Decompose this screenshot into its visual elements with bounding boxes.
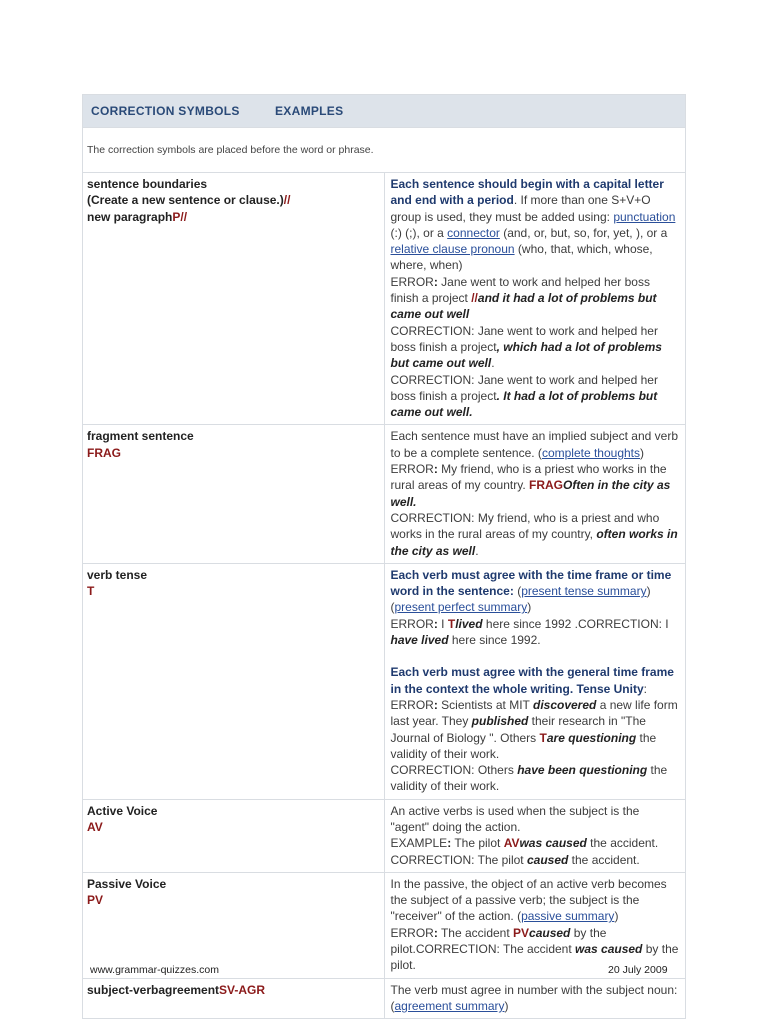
table-row [83,563,686,799]
footer-date: 20 July 2009 [608,964,668,976]
example-cell [384,872,686,978]
correction-highlight: caused [526,852,569,867]
symbol-mark: P// [172,209,188,224]
colon: : [433,462,438,477]
connector-link[interactable]: connector [447,225,500,240]
table-row [83,872,686,978]
error-label: ERROR [390,697,434,712]
colon: : [433,925,438,940]
correction-highlight: . It had a lot of problems but came out well. [390,388,658,420]
rule-text: : [643,681,647,696]
correction-highlight: was caused [575,942,643,957]
correction-end: the validity of their work. [390,763,668,794]
example-cell [384,173,686,425]
correction-highlight: have lived [390,633,449,648]
example-cell [384,425,686,563]
error-text: here since 1992 .CORRECTION: I [482,616,669,631]
symbol-mark: // [471,291,478,306]
correction-highlight: have been questioning [517,763,648,778]
error-text: the validity of their work. [390,730,657,761]
rule-lead: Each sentence should begin with a capital letter and end with a period [390,177,664,208]
symbol-title: Passive Voice [87,876,167,891]
symbol-cell [83,425,385,563]
punctuation-link[interactable]: punctuation [613,209,676,224]
symbol-mark: T [539,730,547,745]
symbol-mark: FRAG [87,445,121,460]
intro-row [83,128,686,173]
error-highlight: caused [529,925,571,940]
error-text: Jane went to work and helped her boss finish a project [390,274,650,306]
symbol-mark: T [87,584,95,599]
rule-text: ) [640,445,644,460]
error-highlight: and it had a lot of problems but came out well [390,291,657,322]
colon: : [433,697,438,712]
error-highlight: was caused [519,836,587,851]
rule-text: (and, or, but, so, for, yet, ), or a [499,225,668,240]
error-text: by the pilot.CORRECTION: The accident [390,925,607,957]
symbol-cell [83,872,385,978]
error-highlight: Often in the city as well. [390,478,671,509]
rule-text: ) ( [390,584,651,615]
symbol-title: subject-verbagreement [87,982,220,997]
error-highlight: published [471,714,529,729]
symbol-mark: PV [513,925,530,940]
example-text: The pilot [451,836,504,851]
rule-text: (:) (;), or a [390,225,448,240]
symbol-cell [83,563,385,799]
error-highlight: discovered [532,697,597,712]
header-examples: EXAMPLES [275,104,344,118]
symbol-mark: // [283,193,291,208]
rule-text: ) [614,909,619,924]
rule-lead: Each verb must agree with the time frame or time word in the sentence: [390,567,672,599]
correction-highlight: often works in the city as well [390,527,678,558]
correction-symbols-table [82,94,686,1019]
symbol-mark: FRAG [529,478,563,493]
intro-text: The correction symbols are placed before the word or phrase. [83,128,686,173]
symbol-title: new paragraph [87,209,173,224]
table-header-row [83,95,686,128]
footer-site: www.grammar-quizzes.com [90,964,219,976]
error-label: ERROR [390,925,434,940]
colon: : [447,836,452,851]
correction-highlight: , which had a lot of problems but came out well [390,339,662,371]
rule-text: . If more than one S+V+O group is used, they must be added using: [390,193,651,224]
rule-text: ) [527,600,532,615]
correction-text: CORRECTION: Others [390,763,518,778]
rule-text: ) [504,998,509,1013]
error-text: a new life form last year. They [390,697,678,729]
error-text: My friend, who is a priest who works in the rural areas of my country. [390,462,667,493]
correction-text: CORRECTION: Jane went to work and helped her boss finish a project [390,323,658,354]
table-row [83,978,686,1019]
colon: : [433,616,438,631]
symbol-mark: AV [503,836,520,851]
example-label: EXAMPLE [390,836,448,851]
symbol-cell [83,173,385,425]
present-tense-summary-link[interactable]: present tense summary [521,584,647,599]
passive-summary-link[interactable]: passive summary [521,909,615,924]
table-header [83,95,686,128]
colon: : [433,274,438,289]
correction-end: . [491,356,495,371]
example-cell [384,563,686,799]
error-highlight: are questioning [546,730,637,745]
error-label: ERROR [390,462,434,477]
correction-text: CORRECTION: My friend, who is a priest and who works in the rural areas of my country, [390,510,660,542]
present-perfect-summary-link[interactable]: present perfect summary [394,600,528,615]
complete-thoughts-link[interactable]: complete thoughts [541,445,640,460]
correction-end: by the pilot. [390,942,679,973]
rule-text: ( [513,584,522,599]
rule-text: Each sentence must have an implied subject and verb to be a complete sentence. ( [390,429,679,460]
symbol-title: Active Voice [87,803,158,818]
rule-text: In the passive, the object of an active verb becomes the subject of a passive verb; the subject is the "receiver" of the action. ( [390,876,667,924]
correction-end: here since 1992. [448,633,541,648]
example-cell [384,799,686,872]
example-text: the accident. [586,836,659,851]
symbol-cell [83,978,385,1019]
error-label: ERROR [390,616,434,631]
relative-clause-pronoun-link[interactable]: relative clause pronoun [390,242,515,257]
spacer [391,648,682,664]
error-text: Scientists at MIT [437,697,533,712]
rule-lead: Each verb must agree with the general time frame in the context the whole writing. Tense Unity [390,665,674,696]
correction-text: CORRECTION: The pilot [390,852,527,867]
symbol-title: sentence boundaries [87,177,208,191]
correction-end: the accident. [568,852,640,867]
correction-text: CORRECTION: Jane went to work and helped her boss finish a project [390,372,658,403]
error-label: ERROR [390,274,434,289]
symbol-mark: T [447,616,456,631]
correction-end: . [475,543,479,558]
example-cell [384,978,686,1019]
table-row [83,799,686,872]
header-correction-symbols: CORRECTION SYMBOLS [91,104,240,118]
symbol-mark: SV-AGR [219,982,266,997]
error-text: their research in "The Journal of Biology ". Others [390,714,646,745]
symbol-title: verb tense [87,567,148,582]
table-row [83,173,686,425]
agreement-summary-link[interactable]: agreement summary [394,998,505,1013]
rule-text: (who, that, which, whose, where, when) [390,242,653,273]
symbol-cell [83,799,385,872]
symbol-mark: PV [87,893,104,908]
symbol-title: fragment sentence [87,429,194,444]
error-text: I [437,616,448,631]
symbol-mark: AV [87,819,103,834]
table-row [83,425,686,563]
rule-text: An active verbs is used when the subject is the "agent" doing the action. [390,803,640,834]
error-highlight: lived [455,616,483,631]
rule-text: The verb must agree in number with the subject noun: ( [390,982,678,1013]
symbol-description: (Create a new sentence or clause.) [87,193,284,208]
error-text: The accident [437,925,514,940]
